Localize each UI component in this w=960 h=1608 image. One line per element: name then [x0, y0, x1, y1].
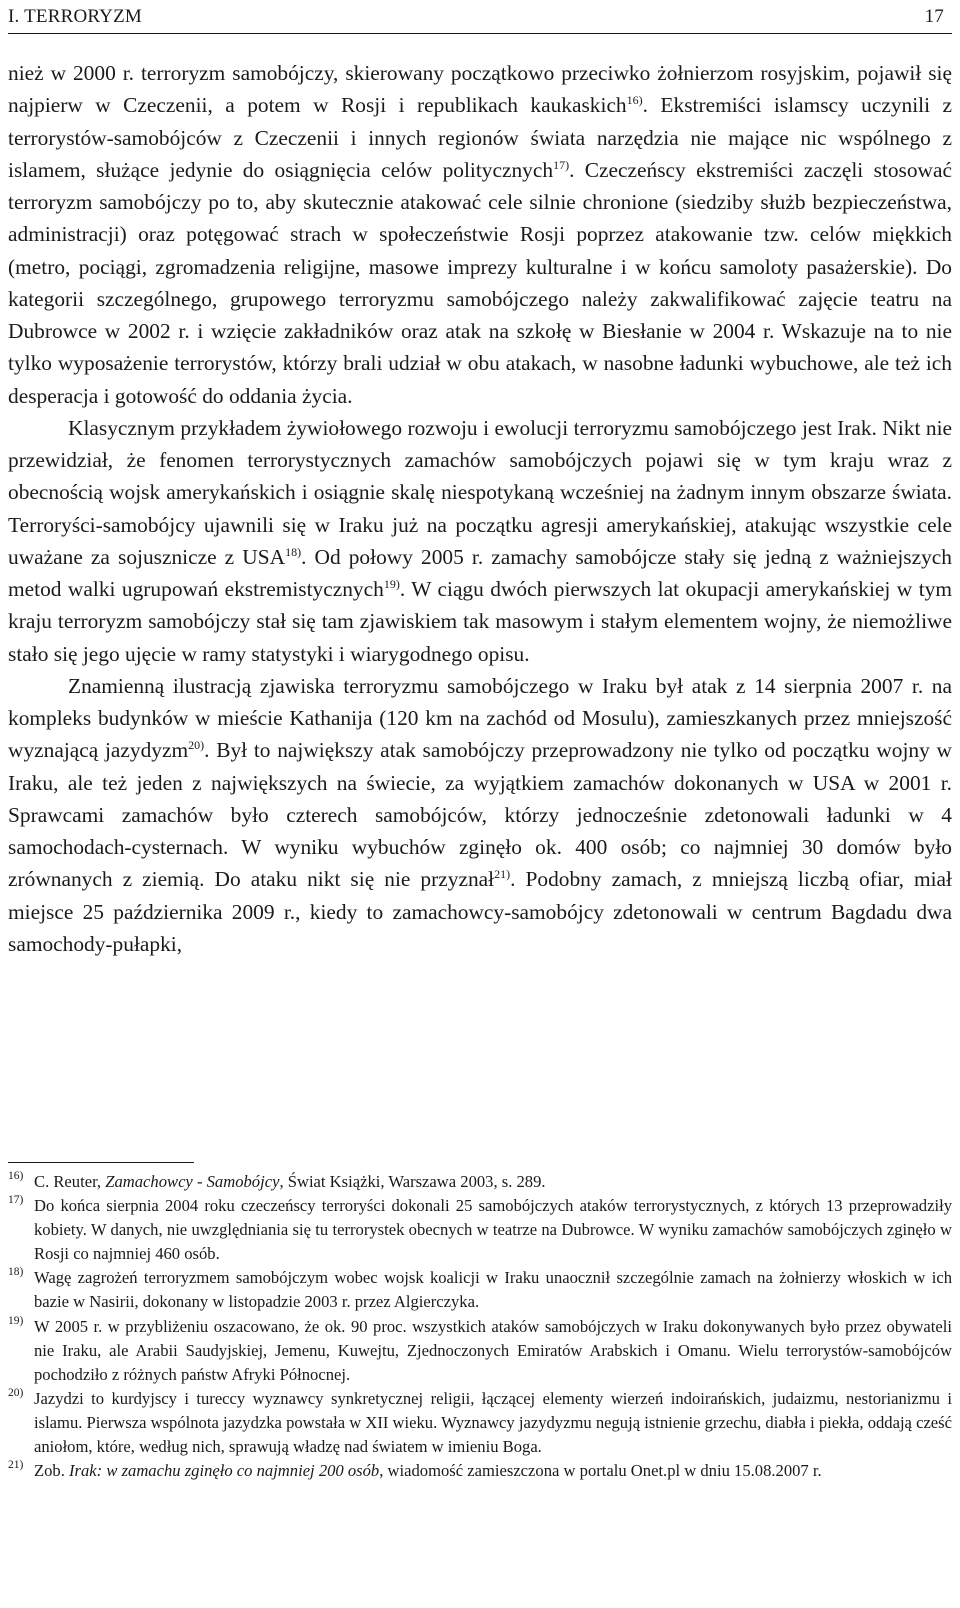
italic-title: Irak: w zamachu zginęło co najmniej 200 osób [69, 1461, 380, 1481]
footnote-ref: 16) [626, 93, 643, 108]
text-run: . Od połowy 2005 r. zamachy samobójcze stały się jedną z ważniejszych metod walki ugrupowań ekstremistycznych [8, 544, 952, 601]
header-rule [8, 33, 952, 34]
footnote-ref: 17) [553, 157, 570, 172]
page-number: 17 [924, 6, 944, 27]
paragraph [8, 412, 952, 670]
footnote-ref: 21) [494, 867, 511, 882]
text-run: W 2005 r. w przybliżeniu oszacowano, że ok. 90 proc. wszystkich ataków samobójczych w Iraku dokonywanych było przez obywateli nie Iraku, ale Arabii Saudyjskiej, Jemenu, Kuwejtu, Zjednoczonych Emiratów Arabskich i Omanu. Wielu terrorystów-samobójców pochodziło z różnych państw Afryki Północnej. [34, 1316, 952, 1384]
paragraph [8, 57, 952, 412]
text-run: Zob. [34, 1461, 70, 1481]
footnote-number: 21) [8, 1459, 24, 1472]
footnote-ref: 18) [285, 544, 302, 559]
footnote [8, 1170, 952, 1194]
running-head [8, 4, 944, 30]
text-run: Klasycznym przykładem żywiołowego rozwoju i ewolucji terroryzmu samobójczego jest Irak. Nikt nie przewidział, że fenomen terrorystycznych zamachów samobójczych pojawi się w tym kraju wraz z obecnością wojsk amerykańskich i osiągnie skalę niespotykaną wcześniej na żadnym innym obszarze świata. Terroryści-samobójcy ujawnili się w Iraku już na początku agresji amerykańskiej, atakując wszystkie cele uważane za sojusznicze z USA [8, 415, 952, 569]
footnote [8, 1315, 952, 1387]
footnote-ref: 19) [383, 577, 400, 591]
chapter-title: I. TERRORYZM [8, 6, 143, 27]
text-run: Znamienną ilustracją zjawiska terroryzmu samobójczego w Iraku był atak z 14 sierpnia 2007 r. na kompleks budynków w mieście Kathanija (120 km na zachód od Mosulu), zamieszkanych przez mniejszość wyznającą jazydyzm [8, 673, 952, 763]
paragraph [8, 670, 952, 960]
text-run: . Był to największy atak samobójczy przeprowadzony nie tylko od początku wojny w Iraku, ale też jeden z największych na świecie, za wyjątkiem zamachów dokonanych w USA w 2001 r. Sprawcami zamachów było czterech samobójców, którzy jednocześnie zdetonowali ładunki w 4 samochodach-cysternach. W wyniku wybuchów zginęło ok. 400 osób; co najmniej 30 domów było zrównanych z ziemią. Do ataku nikt się nie przyznał [8, 738, 952, 892]
footnote-number: 18) [8, 1266, 24, 1279]
text-run: . Podobny zamach, z mniejszą liczbą ofiar, miał miejsce 25 października 2009 r., kiedy to zamachowcy-samobójcy zdetonowali w centrum Bagdadu dwa samochody-pułapki, [8, 867, 952, 956]
text-run: , wiadomość zamieszczona w portalu Onet.pl w dniu 15.08.2007 r. [379, 1461, 822, 1481]
footnote-number: 19) [8, 1314, 24, 1327]
text-run: Do końca sierpnia 2004 roku czeczeńscy terroryści dokonali 25 samobójczych ataków terrorystycznych, z których 13 przeprowadziły kobiety. W danych, nie uwzględniania się tu terrorystek obecnych w teatrze na Dubrowce. W wyniku zamachów samobójczych zginęło w Rosji co najmniej 460 osób. [34, 1196, 952, 1264]
footnote [8, 1194, 952, 1266]
text-run: . W ciągu dwóch pierwszych lat okupacji amerykańskiej w tym kraju terroryzm samobójczy stał się tam zjawiskiem tak masowym i stałym elementem wojny, że niemożliwe stało się jego ujęcie w ramy statystyki i wiarygodnego opisu. [8, 577, 952, 666]
text-run: . Ekstremiści islamscy uczynili z terrorystów-samobójców z Czeczenii i innych regionów świata narzędzia nie mające nic wspólnego z islamem, służące jedynie do osiągnięcia celów politycznych [8, 93, 952, 182]
text-run: , Świat Książki, Warszawa 2003, s. 289. [279, 1172, 546, 1191]
footnote-number: 17) [8, 1194, 24, 1207]
italic-title: Zamachowcy - Samobójcy [105, 1172, 280, 1191]
text-run: Jazydzi to kurdyjscy i tureccy wyznawcy synkretycznej religii, łączącej elementy wierzeń indoirańskich, judaizmu, nestorianizmu i islamu. Pierwsza wspólnota jazydzka powstała w XII wieku. Wyznawcy jazydyzmu negują istnienie grzechu, diabła i piekła, oddają cześć aniołom, które, według nich, sprawują władzę nad światem w imieniu Boga. [34, 1388, 952, 1457]
footnote-separator [8, 1162, 194, 1163]
text-run: . Czeczeńscy ekstremiści zaczęli stosować terroryzm samobójczy po to, aby skutecznie atakować cele silnie chronione (siedziby służb bezpieczeństwa, administracji) oraz potęgować strach w społeczeństwie Rosji poprzez atakowanie tzw. celów miękkich (metro, pociągi, zgromadzenia religijne, masowe imprezy kulturalne i w końcu samoloty pasażerskie). Do kategorii szczególnego, grupowego terroryzmu samobójczego należy zakwalifikować zajęcie teatru na Dubrowce w 2002 r. i wzięcie zakładników oraz atak na szkołę w Biesłanie w 2004 r. Wskazuje na to nie tylko wyposażenie terrorystów, którzy brali udział w obu atakach, w nasobne ładunki wybuchowe, ale też ich desperacja i gotowość do oddania życia. [8, 157, 952, 408]
footnote-number: 16) [8, 1170, 24, 1182]
footnotes [8, 1170, 952, 1483]
text-run: Wagę zagrożeń terroryzmem samobójczym wobec wojsk koalicji w Iraku unaocznił szczególnie zamach na żołnierzy włoskich w ich bazie w Nasirii, dokonany w listopadzie 2003 r. przez Algierczyka. [34, 1268, 952, 1312]
footnote [8, 1459, 952, 1483]
text-run: nież w 2000 r. terroryzm samobójczy, skierowany początkowo przeciwko żołnierzom rosyjskim, pojawił się najpierw w Czeczenii, a potem w Rosji i republikach kaukaskich [8, 61, 952, 118]
body-text [8, 57, 952, 960]
footnote-number: 20) [8, 1386, 24, 1399]
footnote-ref: 20) [188, 738, 205, 753]
text-run: C. Reuter, [34, 1172, 106, 1191]
footnote [8, 1387, 952, 1459]
footnote [8, 1266, 952, 1314]
